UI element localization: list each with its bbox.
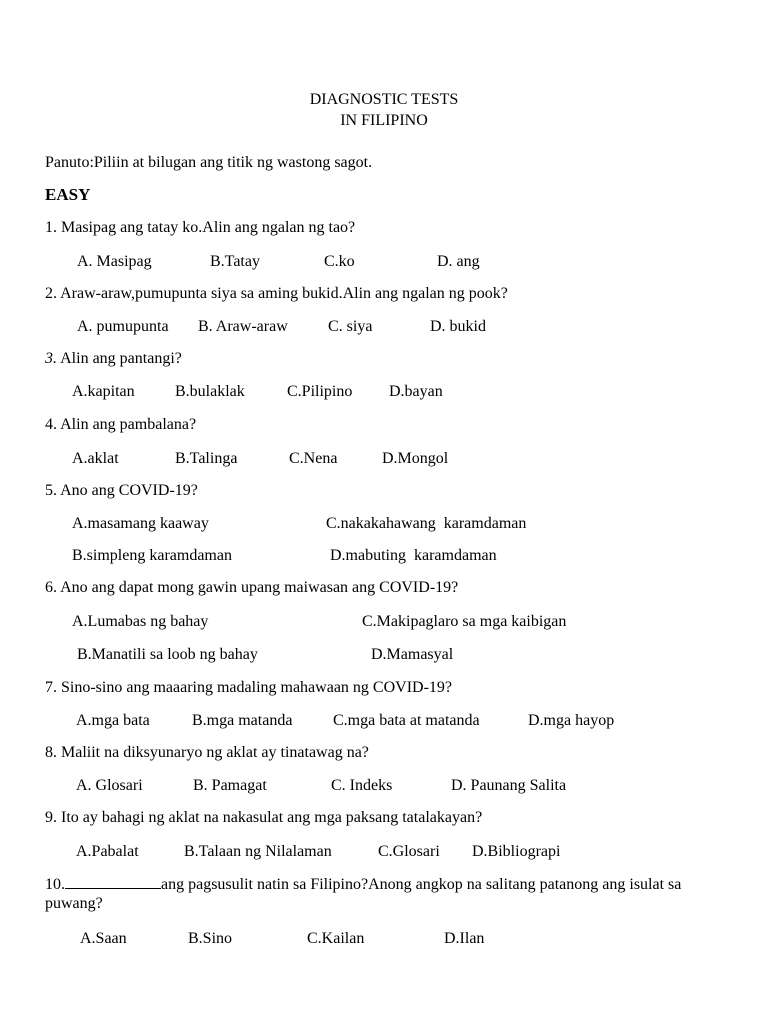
section-heading: EASY — [45, 185, 91, 204]
instructions: Panuto:Piliin at bilugan ang titik ng wastong sagot. — [45, 154, 373, 171]
q1-option-c: C.ko — [324, 253, 355, 270]
title-line-1: DIAGNOSTIC TESTS — [309, 91, 459, 108]
question-4: 4. Alin ang pambalana? — [45, 416, 197, 433]
q5-option-b: B.simpleng karamdaman — [72, 547, 232, 564]
question-7: 7. Sino-sino ang maaaring madaling mahawaan ng COVID-19? — [45, 679, 453, 696]
question-10 — [45, 874, 735, 913]
title-line-2: IN FILIPINO — [340, 112, 428, 129]
q10-option-b: B.Sino — [188, 930, 233, 947]
q8-option-b: B. Pamagat — [193, 777, 267, 794]
question-10-text: ang pagsusulit natin sa Filipino?Anong angkop na salitang patanong ang isulat sa puwang? — [45, 876, 682, 913]
q5-option-a: A.masamang kaaway — [72, 515, 209, 532]
answer-blank — [65, 874, 161, 889]
q6-option-d: D.Mamasyal — [371, 646, 454, 663]
q6-option-c: C.Makipaglaro sa mga kaibigan — [362, 613, 567, 630]
q1-option-d: D. ang — [437, 253, 480, 270]
q8-option-c: C. Indeks — [331, 777, 393, 794]
q7-option-a: A.mga bata — [76, 712, 150, 729]
q9-option-c: C.Glosari — [378, 843, 440, 860]
q8-option-a: A. Glosari — [76, 777, 143, 794]
q5-option-c: C.nakakahawang karamdaman — [326, 515, 527, 532]
question-5: 5. Ano ang COVID-19? — [45, 482, 198, 499]
q3-option-a: A.kapitan — [72, 383, 135, 400]
question-3-number: 3. — [45, 350, 57, 367]
q2-option-d: D. bukid — [430, 318, 486, 335]
q9-option-b: B.Talaan ng Nilalaman — [184, 843, 332, 860]
q4-option-a: A.aklat — [72, 450, 119, 467]
q5-option-d: D.mabuting karamdaman — [330, 547, 497, 564]
q7-option-c: C.mga bata at matanda — [333, 712, 480, 729]
q7-option-d: D.mga hayop — [528, 712, 615, 729]
q4-option-d: D.Mongol — [382, 450, 449, 467]
q1-option-b: B.Tatay — [210, 253, 260, 270]
q10-option-a: A.Saan — [80, 930, 127, 947]
q6-option-a: A.Lumabas ng bahay — [72, 613, 209, 630]
q9-option-d: D.Bibliograpi — [472, 843, 561, 860]
q4-option-b: B.Talinga — [175, 450, 238, 467]
question-3-text: Alin ang pantangi? — [57, 350, 182, 367]
q9-option-a: A.Pabalat — [76, 843, 139, 860]
q1-option-a: A. Masipag — [77, 253, 152, 270]
q2-option-a: A. pumupunta — [77, 318, 169, 335]
question-9: 9. Ito ay bahagi ng aklat na nakasulat ang mga paksang tatalakayan? — [45, 809, 483, 826]
q3-option-b: B.bulaklak — [175, 383, 245, 400]
question-1: 1. Masipag ang tatay ko.Alin ang ngalan ng tao? — [45, 219, 356, 236]
q6-option-b: B.Manatili sa loob ng bahay — [77, 646, 258, 663]
q3-option-d: D.bayan — [389, 383, 443, 400]
q2-option-b: B. Araw-araw — [198, 318, 288, 335]
question-10-number: 10. — [45, 876, 65, 893]
q2-option-c: C. siya — [328, 318, 373, 335]
q7-option-b: B.mga matanda — [192, 712, 293, 729]
q10-option-c: C.Kailan — [307, 930, 365, 947]
question-2: 2. Araw-araw,pumupunta siya sa aming bukid.Alin ang ngalan ng pook? — [45, 285, 508, 302]
q10-option-d: D.Ilan — [444, 930, 485, 947]
question-6: 6. Ano ang dapat mong gawin upang maiwasan ang COVID-19? — [45, 579, 459, 596]
q4-option-c: C.Nena — [289, 450, 338, 467]
q3-option-c: C.Pilipino — [287, 383, 353, 400]
question-3 — [45, 349, 182, 368]
question-8: 8. Maliit na diksyunaryo ng aklat ay tinatawag na? — [45, 744, 369, 761]
q8-option-d: D. Paunang Salita — [451, 777, 567, 794]
